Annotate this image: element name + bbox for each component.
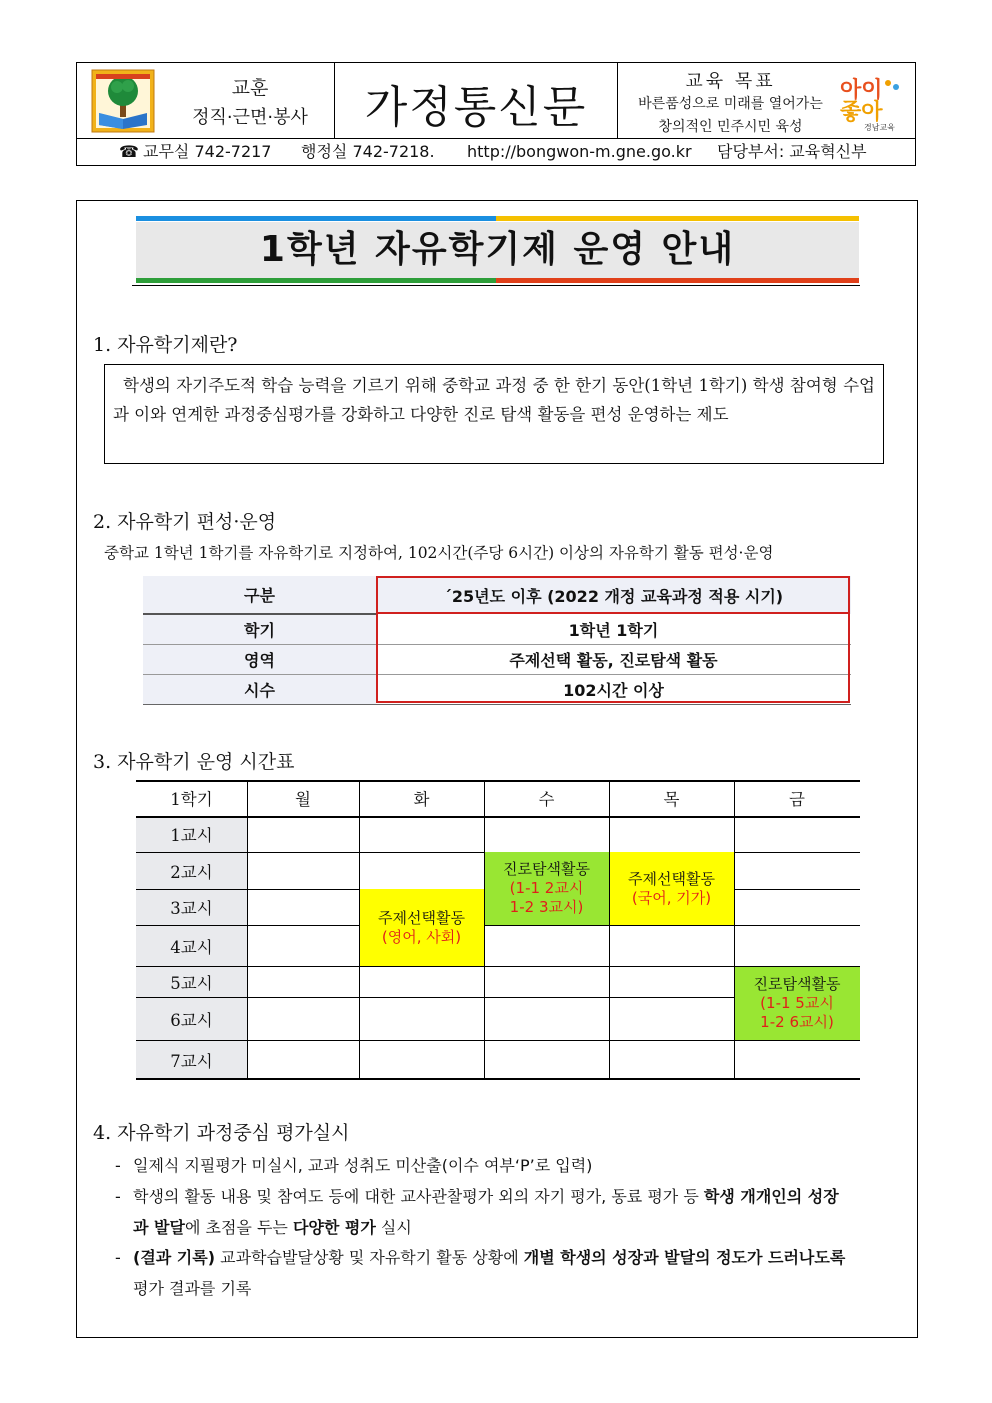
section2-note: 중학교 1학년 1학기를 자유학기로 지정하여, 102시간(주당 6시간) 이상의 자유학기 활동 편성·운영 [104,544,774,562]
activity-title: 진로탐색활동 [753,974,841,993]
goal-text-line1: 바른품성으로 미래를 열어가는 [638,96,823,112]
activity-title: 주제선택활동 [378,908,465,927]
grid-line [484,780,485,1080]
grid-line [247,780,248,1080]
plan-row-hours [143,675,851,705]
phone-icon: ☎ [119,142,139,161]
main-content-frame [76,200,918,1338]
plan-row-semester [143,614,851,645]
day-header: 화 [413,790,430,809]
activity-detail: (1-1 2교시 [509,879,584,897]
timetable [136,780,860,1080]
plan-row-key: 학기 [143,614,376,645]
plan-header-key: 구분 [143,576,376,614]
motto-text: 정직·근면·봉사 [192,107,308,128]
eval-bullet-2 [115,1181,910,1243]
period-label: 4교시 [170,937,213,957]
edu-logo-bottom-text: 좋아 [840,100,883,125]
period-label: 6교시 [170,1010,213,1030]
plan-row-value: 주제선택 활동, 진로탐색 활동 [376,645,851,675]
grid-line [136,852,484,853]
grid-line [734,852,860,853]
period-label: 7교시 [170,1052,213,1071]
edu-logo-top-text: 아이 [840,78,883,103]
banner-bar-blue [136,216,496,221]
activity-fri-career [734,966,860,1040]
school-emblem-icon [91,69,155,133]
motto-label: 교훈 [231,77,269,99]
plan-header-value: ´25년도 이후 (2022 개정 교육과정 적용 시기) [376,576,851,614]
grid-line [609,780,610,1080]
contact-department: 담당부서: 교육혁신부 [717,142,867,161]
bullet-emphasis: 다양한 평가 [292,1218,376,1237]
day-header: 금 [789,790,805,809]
plan-row-key: 영역 [143,645,376,675]
bullet-text-part: 에 초점을 두는 [184,1218,293,1237]
bullet-emphasis: 개별 학생의 성장과 발달의 정도가 드러나도록 [523,1248,846,1267]
bullet-emphasis: 학생 개개인의 성장 [703,1187,839,1206]
banner-underline [132,285,860,286]
bullet-text-continued [133,1212,908,1243]
plan-table-header-row [143,576,851,614]
activity-title: 주제선택활동 [628,869,715,888]
grid-line [136,1078,860,1080]
plan-highlight-divider [376,612,850,614]
day-header: 월 [295,790,311,809]
plan-row-key: 시수 [143,675,376,705]
grid-line [734,780,735,1080]
period-label: 2교시 [170,862,213,882]
bullet-text-part: 교과학습발달상황 및 자유학기 활동 상황에 [215,1248,524,1267]
definition-text: 학생의 자기주도적 학습 능력을 기르기 위해 중학교 과정 중 한 한기 동안(1학년 1학기) 학생 참여형 수업과 이와 연계한 과정중심평가를 강화하고 다양한 진로 탐색 활동을 편성 운영하는 제도 [113,376,875,424]
activity-thu-topic [609,852,734,925]
bullet-text: 일제식 지필평가 미실시, 교과 성취도 미산출(이수 여부‘P’로 입력) [133,1156,593,1175]
banner-bar-green [136,278,496,283]
grid-line [359,780,360,1080]
bullet-mark: - [115,1187,121,1206]
activity-tue-topic [359,889,484,966]
goal-label: 교육 목표 [685,71,776,92]
grid-line [136,1040,860,1041]
contact-admin: 행정실 742-7218. [301,142,435,161]
activity-detail: (국어, 기가) [631,888,712,907]
day-header: 수 [538,790,555,809]
period-label: 1교시 [170,826,213,845]
activity-title: 진로탐색활동 [503,860,590,878]
bullet-emphasis: (결과 기록) [133,1248,216,1267]
plan-row-value: 1학년 1학기 [376,614,851,645]
plan-row-area [143,645,851,675]
day-header: 목 [663,790,680,809]
grid-line [484,925,860,926]
contact-bar [76,139,916,166]
grid-line [734,889,860,890]
plan-row-value: 102시간 이상 [376,675,851,705]
activity-detail: (1-1 5교시 [760,993,834,1012]
header-top-row [76,62,916,139]
goal-text-line2: 창의적인 민주시민 육성 [658,119,803,135]
gyeongnam-education-logo-icon [836,73,906,133]
grid-line [136,780,860,782]
bullet-text-part: 학생의 활동 내용 및 참여도 등에 대한 교사관찰평가 외의 자기 평가, 동료 평가 등 [133,1187,704,1206]
bullet-mark: - [115,1248,121,1267]
bullet-text [133,1242,908,1273]
activity-detail: (영어, 사회) [381,927,462,946]
grid-line [136,816,860,818]
contact-office: 교무실 742-7217 [143,142,272,161]
activity-detail: 1-2 6교시) [760,1012,834,1031]
period-label: 3교시 [170,899,213,918]
banner-bar-yellow [496,216,859,221]
motto-cell [77,63,335,138]
timetable-corner: 1학기 [170,790,213,809]
eval-bullet-1 [115,1150,910,1181]
plan-table [143,576,851,705]
title-banner [136,216,859,284]
section1-heading: 1. 자유학기제란? [93,334,238,356]
bullet-text [133,1181,908,1212]
activity-detail: 1-2 3교시) [509,898,584,916]
grid-line [136,966,860,967]
newsletter-title: 가정통신문 [364,82,588,133]
definition-box [104,364,884,464]
bullet-text-continued: 평가 결과를 기록 [133,1279,252,1298]
school-url-link[interactable]: http://bongwon-m.gne.go.kr [467,142,692,161]
bullet-emphasis: 과 발달 [133,1218,185,1237]
grid-line [136,997,734,998]
page-title: 1학년 자유학기제 운영 안내 [259,229,736,270]
section4-heading: 4. 자유학기 과정중심 평가실시 [93,1122,350,1144]
edu-logo-caption: 경남교육 [864,123,895,132]
title-cell [335,63,618,138]
newsletter-header [76,62,916,166]
banner-bar-red [496,278,859,283]
goal-cell [618,63,915,138]
bullet-mark: - [115,1156,121,1175]
period-label: 5교시 [170,973,213,993]
section2-heading: 2. 자유학기 편성·운영 [93,511,277,533]
eval-bullet-3 [115,1242,910,1304]
activity-wed-career [484,852,609,925]
section3-heading: 3. 자유학기 운영 시간표 [93,751,295,773]
bullet-text-part: 실시 [375,1218,412,1237]
